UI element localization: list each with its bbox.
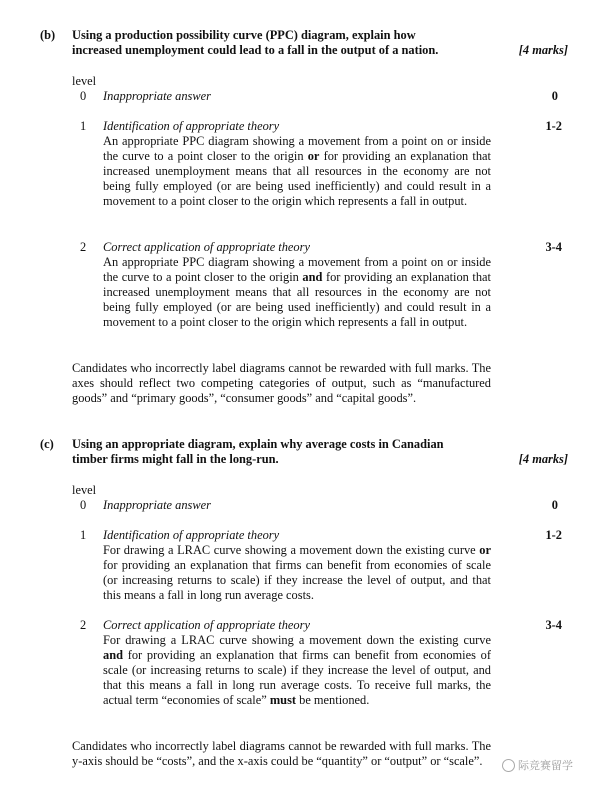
part-b-level0-num: 0 xyxy=(80,89,87,103)
part-c-level0-num: 0 xyxy=(80,498,87,512)
part-b-level1-num: 1 xyxy=(80,119,87,133)
part-c-level0-title: Inappropriate answer xyxy=(103,498,211,512)
part-b-level2-score: 3-4 xyxy=(545,240,562,254)
part-c-question xyxy=(72,437,502,467)
part-c-marks: [4 marks] xyxy=(518,452,568,466)
part-b-level2-body-c: for providing an explanation that increased unemployment means that all resources in the economy are not being fully employed (or are being used inefficiently) and could result in a movement to a point closer to the origin which represents a fall in output. xyxy=(103,270,491,329)
part-b-question xyxy=(72,28,502,58)
part-c-level2-num: 2 xyxy=(80,618,87,632)
part-b-level2-num: 2 xyxy=(80,240,87,254)
part-c-level1-body-a: For drawing a LRAC curve showing a movement down the existing curve xyxy=(103,543,480,557)
part-c-level-heading: level xyxy=(72,483,97,497)
part-b-level1-body-c: for providing an explanation that increased unemployment means that all resources in the economy are not being fully employed (or are being used inefficiently) and could result in a movement to a point closer to the origin which represents a fall in output. xyxy=(103,149,491,208)
part-c-level2-title: Correct application of appropriate theory xyxy=(103,618,310,632)
part-c-level1-body-or: or xyxy=(479,543,491,557)
part-c-level2-body-e: be mentioned. xyxy=(296,693,370,707)
part-c-level1-score: 1-2 xyxy=(545,528,562,542)
part-c-level2-body-and: and xyxy=(103,648,123,662)
part-c-level0-score: 0 xyxy=(551,498,558,512)
part-c-question-line1: Using an appropriate diagram, explain why average costs in Canadian xyxy=(72,437,444,451)
part-b-level2-body-a: An appropriate PPC diagram showing a movement from a point on or inside the curve to a point closer to the origin xyxy=(103,255,491,284)
part-b-note: Candidates who incorrectly label diagrams cannot be rewarded with full marks. The axes should reflect two competing categories of output, such as “manufactured goods” and “primary goods”, “consumer goods” and “capital goods”. xyxy=(72,361,491,405)
part-c-level2-body xyxy=(103,633,491,708)
wechat-logo-icon xyxy=(502,759,515,772)
part-c-level1-body xyxy=(103,543,491,603)
watermark-text: 际竞赛留学 xyxy=(518,759,573,772)
part-b-level2-title: Correct application of appropriate theory xyxy=(103,240,310,254)
part-b-level1-body-or: or xyxy=(307,149,320,163)
part-c-note: Candidates who incorrectly label diagrams cannot be rewarded with full marks. The y-axis should be “costs”, and the x-axis could be “quantity” or “output” or “scale”. xyxy=(72,739,491,768)
part-c-question-line2: timber firms might fall in the long-run. xyxy=(72,452,279,466)
part-b-level0-score: 0 xyxy=(551,89,558,103)
part-c-level2-body-must: must xyxy=(269,693,297,707)
part-b-level1-body-a: An appropriate PPC diagram showing a movement from a point on or inside the curve to a point closer to the origin xyxy=(103,134,491,163)
part-c-level2-body-a: For drawing a LRAC curve showing a movement down the existing curve xyxy=(103,633,491,647)
part-c-level2-score: 3-4 xyxy=(545,618,562,632)
part-b-level0-title: Inappropriate answer xyxy=(103,89,211,103)
part-c-level2-body-c: for providing an explanation that firms can benefit from economies of scale (or increasing returns to scale) if they increase the level of output, and that this means a fall in long run average costs. To receive full marks, the actual term “economies of scale” xyxy=(103,648,491,707)
part-b-level2-body-and: and xyxy=(302,270,323,284)
part-c-label: (c) xyxy=(40,437,54,451)
part-b-question-line1: Using a production possibility curve (PPC) diagram, explain how xyxy=(72,28,416,42)
part-b-level1-body xyxy=(103,134,491,209)
part-b-level1-title: Identification of appropriate theory xyxy=(103,119,280,133)
part-b-label: (b) xyxy=(40,28,56,42)
part-b-level2-body xyxy=(103,255,491,330)
part-b-level1-score: 1-2 xyxy=(545,119,562,133)
part-b-question-line2: increased unemployment could lead to a fall in the output of a nation. xyxy=(72,43,439,57)
watermark xyxy=(502,758,573,773)
part-c-level1-body-c: for providing an explanation that firms can benefit from economies of scale (or increasing returns to scale) if they increase the level of output, and that this means a fall in long run average costs. xyxy=(103,558,491,602)
part-b-level-heading: level xyxy=(72,74,97,88)
part-c-level1-title: Identification of appropriate theory xyxy=(103,528,280,542)
part-c-level1-num: 1 xyxy=(80,528,87,542)
part-b-marks: [4 marks] xyxy=(518,43,568,57)
